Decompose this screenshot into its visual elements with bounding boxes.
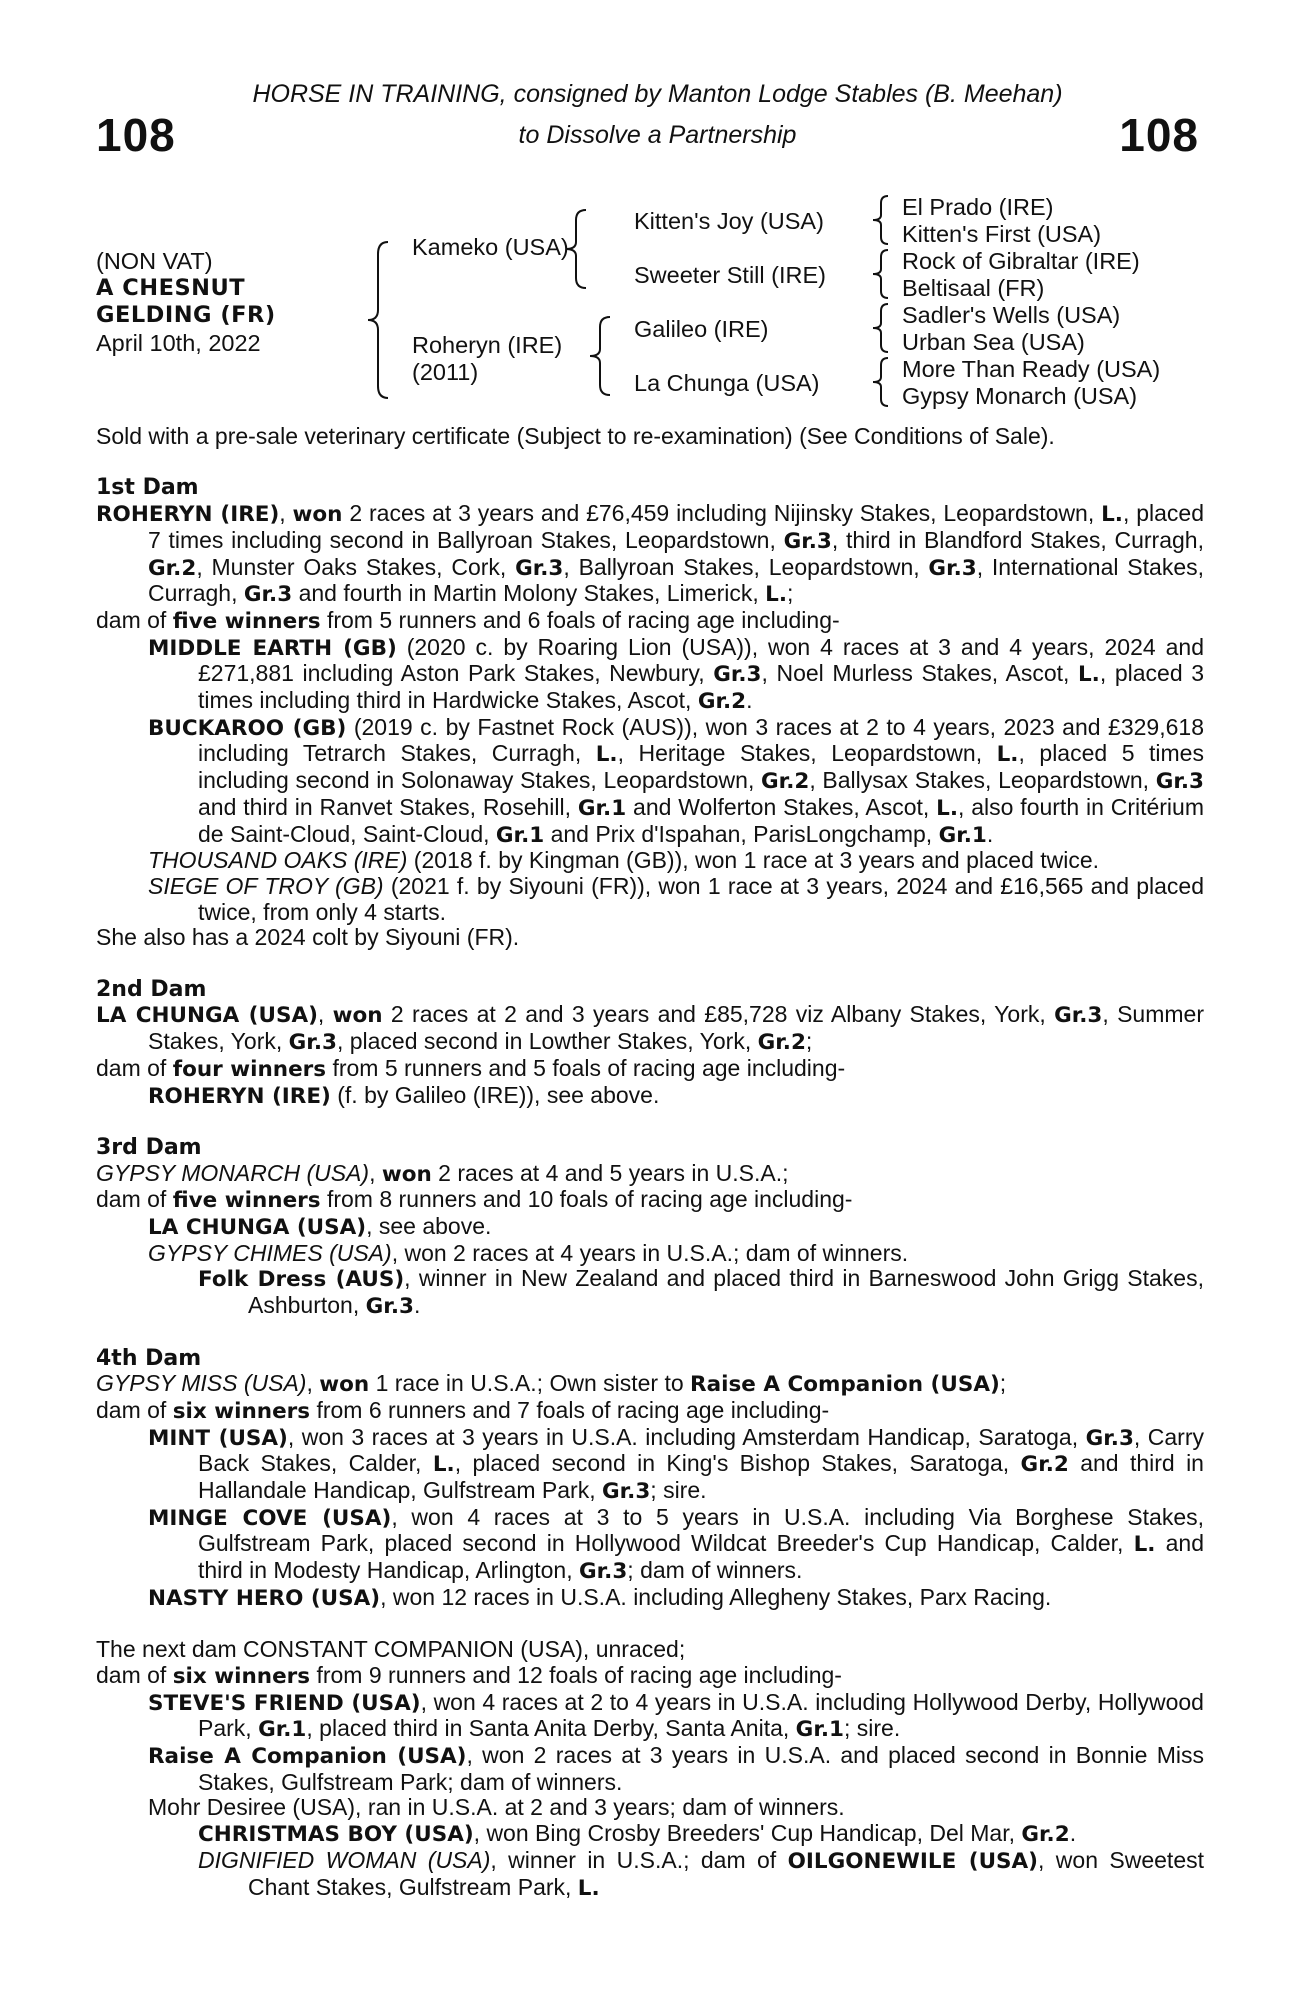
text-run: , winner in U.S.A.; dam of (490, 1846, 788, 1873)
text-run: , placed second in King's Bishop Stakes, Saratoga, (454, 1450, 1021, 1477)
bold-text: ROHERYN (IRE) (148, 1083, 331, 1109)
bold-text: Gr.3 (1155, 769, 1204, 795)
pedigree-brace-main (364, 240, 394, 400)
bold-text: won (332, 1003, 383, 1029)
pedigree-brace-dam (586, 315, 616, 397)
pedigree-sire-dam: Sweeter Still (IRE) (634, 262, 826, 288)
bold-text: Folk Dress (AUS) (198, 1267, 405, 1293)
text-run: , see above. (366, 1213, 492, 1240)
text-run: , Heritage Stakes, Leopardstown, (617, 740, 997, 767)
bold-text: Gr.2 (1020, 1452, 1069, 1478)
progeny-entry (96, 1083, 1204, 1110)
text-run: The next dam CONSTANT COMPANION (USA), unraced; (96, 1636, 686, 1663)
pedigree-gg-2: Kitten's First (USA) (902, 221, 1102, 247)
text-run: , placed 3 times including third in Hardwicke Stakes, Ascot, (198, 660, 1204, 714)
pedigree-brace-1 (870, 194, 892, 246)
bold-text: L. (432, 1452, 455, 1478)
bold-text: Raise A Companion (USA) (690, 1372, 1000, 1398)
progeny-entry (96, 848, 1204, 874)
bold-text: MINGE COVE (USA) (148, 1505, 392, 1531)
bold-text: Gr.2 (697, 689, 747, 715)
bold-text: Gr.2 (1021, 1822, 1070, 1848)
pedigree-gg-3: Rock of Gibraltar (IRE) (902, 248, 1140, 274)
progeny-entry (96, 715, 1204, 849)
bold-text: six winners (172, 1663, 311, 1689)
pedigree-gg-4: Beltisaal (FR) (902, 275, 1045, 301)
text-run: , (306, 1370, 320, 1397)
bold-text: CHRISTMAS BOY (USA) (198, 1822, 474, 1848)
text-run: , (279, 500, 293, 527)
bold-text: L. (996, 742, 1019, 768)
pedigree-brace-4 (870, 356, 892, 408)
text-run: , Carry Back Stakes, Calder, (198, 1423, 1204, 1477)
text-run: , Noel Murless Stakes, Ascot, (761, 660, 1078, 687)
pedigree-gg-8: Gypsy Monarch (USA) (902, 383, 1138, 409)
bold-text: Gr.1 (258, 1717, 307, 1743)
text-run: and fourth in Martin Molony Stakes, Limerick, (292, 580, 766, 607)
text-run: dam of (96, 1054, 173, 1081)
progeny-entry (96, 1743, 1204, 1795)
bold-text: won (292, 502, 343, 528)
text-run: . (746, 687, 753, 714)
bold-text: LA CHUNGA (USA) (96, 1003, 318, 1029)
text-run: ; sire. (650, 1477, 707, 1504)
text-run: , Munster Oaks Stakes, Cork, (196, 553, 516, 580)
text-run: (2021 f. by Siyouni (FR)), won 1 race at 3 years, 2024 and £16,565 and placed twice, from only 4 starts. (198, 872, 1205, 925)
consignor-line: HORSE IN TRAINING, consigned by Manton Lodge Stables (B. Meehan) (252, 80, 1063, 108)
text-run: and third in Modesty Handicap, Arlington, (198, 1530, 1205, 1584)
progeny-entry (96, 1795, 1204, 1821)
bold-text: MINT (USA) (148, 1425, 288, 1451)
text-run: 1 race in U.S.A.; Own sister to (369, 1370, 691, 1397)
first-dam-record (96, 608, 1204, 635)
next-dam-record (96, 1663, 1204, 1690)
text-run: . (1069, 1820, 1077, 1847)
fourth-dam-entry (96, 1371, 1204, 1398)
bold-text: won (381, 1161, 432, 1187)
vet-certificate-note: Sold with a pre-sale veterinary certificate (Subject to re-examination) (See Conditions of Sale). (96, 423, 1055, 449)
text-run: , won Bing Crosby Breeders' Cup Handicap, Del Mar, (473, 1820, 1022, 1847)
text-run: and Prix d'Ispahan, ParisLongchamp, (544, 820, 939, 847)
bold-text: OILGONEWILE (USA) (787, 1848, 1039, 1874)
bold-text: Gr.3 (601, 1479, 651, 1505)
text-run: , Summer Stakes, York, (148, 1001, 1204, 1055)
vat-status: (NON VAT) (96, 248, 213, 274)
text-run: 2 races at 4 and 5 years in U.S.A.; (431, 1159, 789, 1186)
bold-text: Gr.3 (243, 582, 293, 608)
text-run: (2019 c. by Fastnet Rock (AUS)), won 3 races at 2 to 4 years, 2023 and £329,618 including Tetrarch Stakes, Curragh, (198, 713, 1204, 767)
bold-text: five winners (172, 608, 321, 634)
bold-text: Gr.1 (938, 822, 987, 848)
bold-text: Gr.3 (365, 1294, 414, 1320)
text-run: (2018 f. by Kingman (GB)), won 1 race at 3 years and placed twice. (407, 847, 1100, 874)
bold-text: LA CHUNGA (USA) (148, 1215, 367, 1241)
bold-text: Raise A Companion (USA) (148, 1744, 467, 1770)
first-dam-heading: 1st Dam (96, 475, 199, 501)
text-run: from 8 runners and 10 foals of racing age including- (320, 1186, 853, 1213)
text-run: and third in Ranvet Stakes, Rosehill, (198, 793, 578, 820)
text-run: , won Sweetest Chant Stakes, Gulfstream Park, (248, 1846, 1204, 1900)
italic-text: GYPSY MONARCH (USA) (96, 1159, 370, 1186)
text-run: dam of (96, 1186, 173, 1213)
italic-text: SIEGE OF TROY (GB) (148, 872, 384, 899)
foaling-date: April 10th, 2022 (96, 330, 261, 356)
italic-text: THOUSAND OAKS (IRE) (148, 847, 408, 874)
progeny-entry (96, 635, 1204, 715)
horse-description-1: A CHESNUT (96, 275, 246, 301)
pedigree-sire: Kameko (USA) (412, 234, 569, 260)
bold-text: L. (1077, 662, 1100, 688)
pedigree-gg-6: Urban Sea (USA) (902, 329, 1085, 355)
text-run: , (317, 1001, 333, 1028)
text-run: from 5 runners and 5 foals of racing age including- (326, 1054, 846, 1081)
grand-progeny-entry (96, 1821, 1204, 1848)
text-run: , placed 5 times including second in Solonaway Stakes, Leopardstown, (198, 740, 1204, 794)
bold-text: five winners (172, 1188, 321, 1214)
progeny-entry (96, 1585, 1204, 1612)
second-dam-heading: 2nd Dam (96, 976, 207, 1002)
pedigree-gg-7: More Than Ready (USA) (902, 356, 1161, 382)
bold-text: MIDDLE EARTH (GB) (148, 635, 397, 661)
text-run: ; (999, 1370, 1007, 1397)
bold-text: Gr.3 (288, 1030, 337, 1056)
bold-text: L. (765, 582, 788, 608)
pedigree-dam-dam: La Chunga (USA) (634, 370, 820, 396)
third-dam-record (96, 1187, 1204, 1214)
text-run: , won 4 races at 3 to 5 years in U.S.A. including Via Borghese Stakes, Gulfstream Park, placed second in Hollywood Wildcat Breeder's Cup Handicap, Calder, (198, 1503, 1205, 1557)
bold-text: L. (1101, 502, 1123, 528)
pedigree-brace-2 (870, 248, 892, 300)
text-run: ; sire. (843, 1715, 901, 1742)
second-dam-record (96, 1056, 1204, 1083)
text-run: and third in Hallandale Handicap, Gulfstream Park, (198, 1450, 1204, 1504)
progeny-entry (96, 1690, 1204, 1743)
text-run: , won 2 races at 4 years in U.S.A.; dam of winners. (391, 1239, 909, 1266)
grand-progeny-entry (96, 1266, 1204, 1319)
text-run: . (986, 820, 994, 847)
third-dam-heading: 3rd Dam (96, 1134, 202, 1160)
pedigree-brace-3 (870, 302, 892, 354)
bold-text: L. (936, 795, 959, 821)
lot-number-right: 108 (1119, 109, 1199, 161)
first-dam-entry (96, 501, 1204, 608)
text-run: and Wolferton Stakes, Ascot, (626, 793, 937, 820)
fourth-dam-heading: 4th Dam (96, 1345, 202, 1371)
progeny-entry (96, 1214, 1204, 1241)
text-run: . (413, 1292, 421, 1319)
bold-text: ROHERYN (IRE) (96, 502, 280, 528)
bold-text: NASTY HERO (USA) (148, 1585, 381, 1611)
bold-text: Gr.2 (761, 769, 810, 795)
italic-text: DIGNIFIED WOMAN (USA) (198, 1846, 491, 1873)
text-run: , won 2 races at 3 years in U.S.A. and placed second in Bonnie Miss Stakes, Gulfstream Park; dam of winners. (198, 1742, 1204, 1795)
bold-text: Gr.3 (515, 555, 564, 581)
lot-number-left: 108 (96, 109, 176, 161)
third-dam-entry (96, 1161, 1204, 1188)
bold-text: Gr.2 (757, 1030, 806, 1056)
bold-text: Gr.1 (495, 822, 545, 848)
text-run: , placed 7 times including second in Ballyroan Stakes, Leopardstown, (148, 500, 1204, 553)
bold-text: Gr.3 (928, 555, 977, 581)
bold-text: L. (577, 1875, 600, 1901)
text-run: ; dam of winners. (627, 1557, 803, 1584)
catalogue-body (96, 424, 1204, 1901)
text-run: from 6 runners and 7 foals of racing age including- (310, 1396, 830, 1423)
first-dam-also-note: She also has a 2024 colt by Siyouni (FR). (96, 924, 520, 951)
text-run: , third in Blandford Stakes, Curragh, (831, 526, 1204, 553)
text-run: , (369, 1159, 382, 1186)
fourth-dam-record (96, 1398, 1204, 1425)
text-run: (2020 c. by Roaring Lion (USA)), won 4 races at 3 and 4 years, 2024 and £271,881 including Aston Park Stakes, Newbury, (198, 633, 1204, 687)
text-run: dam of (96, 606, 173, 633)
grand-progeny-entry (96, 1848, 1204, 1901)
pedigree-gg-1: El Prado (IRE) (902, 194, 1054, 220)
text-run: dam of (96, 1396, 173, 1423)
text-run: , also fourth in Critérium de Saint-Cloud, Saint-Cloud, (198, 793, 1204, 847)
bold-text: Gr.3 (1054, 1003, 1103, 1029)
bold-text: Gr.3 (783, 528, 832, 554)
text-run: 2 races at 2 and 3 years and £85,728 viz Albany Stakes, York, (382, 1001, 1055, 1028)
bold-text: four winners (172, 1056, 327, 1082)
bold-text: Gr.3 (713, 662, 762, 688)
text-run: ; (787, 580, 794, 607)
text-run: 2 races at 3 years and £76,459 including Nijinsky Stakes, Leopardstown, (342, 500, 1102, 527)
horse-description-2: GELDING (FR) (96, 302, 276, 328)
text-run: , Ballyroan Stakes, Leopardstown, (563, 553, 929, 580)
text-run: , won 3 races at 3 years in U.S.A. including Amsterdam Handicap, Saratoga, (287, 1423, 1086, 1450)
bold-text: six winners (172, 1398, 311, 1424)
bold-text: Gr.3 (578, 1559, 628, 1585)
progeny-entry (96, 1505, 1204, 1585)
italic-text: GYPSY CHIMES (USA) (148, 1239, 392, 1266)
sale-reason-line: to Dissolve a Partnership (518, 121, 797, 149)
text-run: from 5 runners and 6 foals of racing age including- (320, 606, 840, 633)
italic-text: GYPSY MISS (USA) (96, 1370, 307, 1397)
text-run: , won 12 races in U.S.A. including Allegheny Stakes, Parx Racing. (380, 1583, 1052, 1610)
text-run: , won 4 races at 2 to 4 years in U.S.A. including Hollywood Derby, Hollywood Park, (198, 1688, 1204, 1742)
bold-text: L. (595, 742, 618, 768)
text-run: , Ballysax Stakes, Leopardstown, (809, 767, 1156, 794)
text-run: , International Stakes, Curragh, (148, 553, 1204, 607)
next-dam-entry (96, 1637, 1204, 1663)
pedigree-sire-sire: Kitten's Joy (USA) (634, 208, 824, 234)
progeny-entry (96, 874, 1204, 925)
bold-text: Gr.3 (1085, 1425, 1134, 1451)
second-dam-entry (96, 1002, 1204, 1055)
progeny-entry (96, 1425, 1204, 1505)
text-run: from 9 runners and 12 foals of racing age including- (310, 1661, 842, 1688)
text-run: , placed second in Lowther Stakes, York, (336, 1028, 758, 1055)
bold-text: Gr.2 (148, 555, 197, 581)
text-run: dam of (96, 1661, 173, 1688)
pedigree-dam-year: (2011) (412, 359, 479, 385)
bold-text: STEVE'S FRIEND (USA) (148, 1690, 421, 1716)
text-run: Mohr Desiree (USA), ran in U.S.A. at 2 and 3 years; dam of winners. (148, 1794, 845, 1821)
pedigree-dam: Roheryn (IRE) (412, 332, 563, 358)
bold-text: L. (1133, 1532, 1156, 1558)
pedigree-gg-5: Sadler's Wells (USA) (902, 302, 1121, 328)
text-run: (f. by Galileo (IRE)), see above. (330, 1081, 660, 1108)
text-run: , placed third in Santa Anita Derby, Santa Anita, (306, 1715, 796, 1742)
pedigree-dam-sire: Galileo (IRE) (634, 316, 769, 342)
bold-text: Gr.1 (577, 795, 627, 821)
bold-text: BUCKAROO (GB) (148, 715, 347, 741)
bold-text: Gr.1 (795, 1717, 844, 1743)
progeny-entry (96, 1241, 1204, 1267)
text-run: , winner in New Zealand and placed third in Barneswood John Grigg Stakes, Ashburton, (248, 1265, 1204, 1319)
text-run: ; (805, 1028, 813, 1055)
bold-text: won (319, 1372, 370, 1398)
